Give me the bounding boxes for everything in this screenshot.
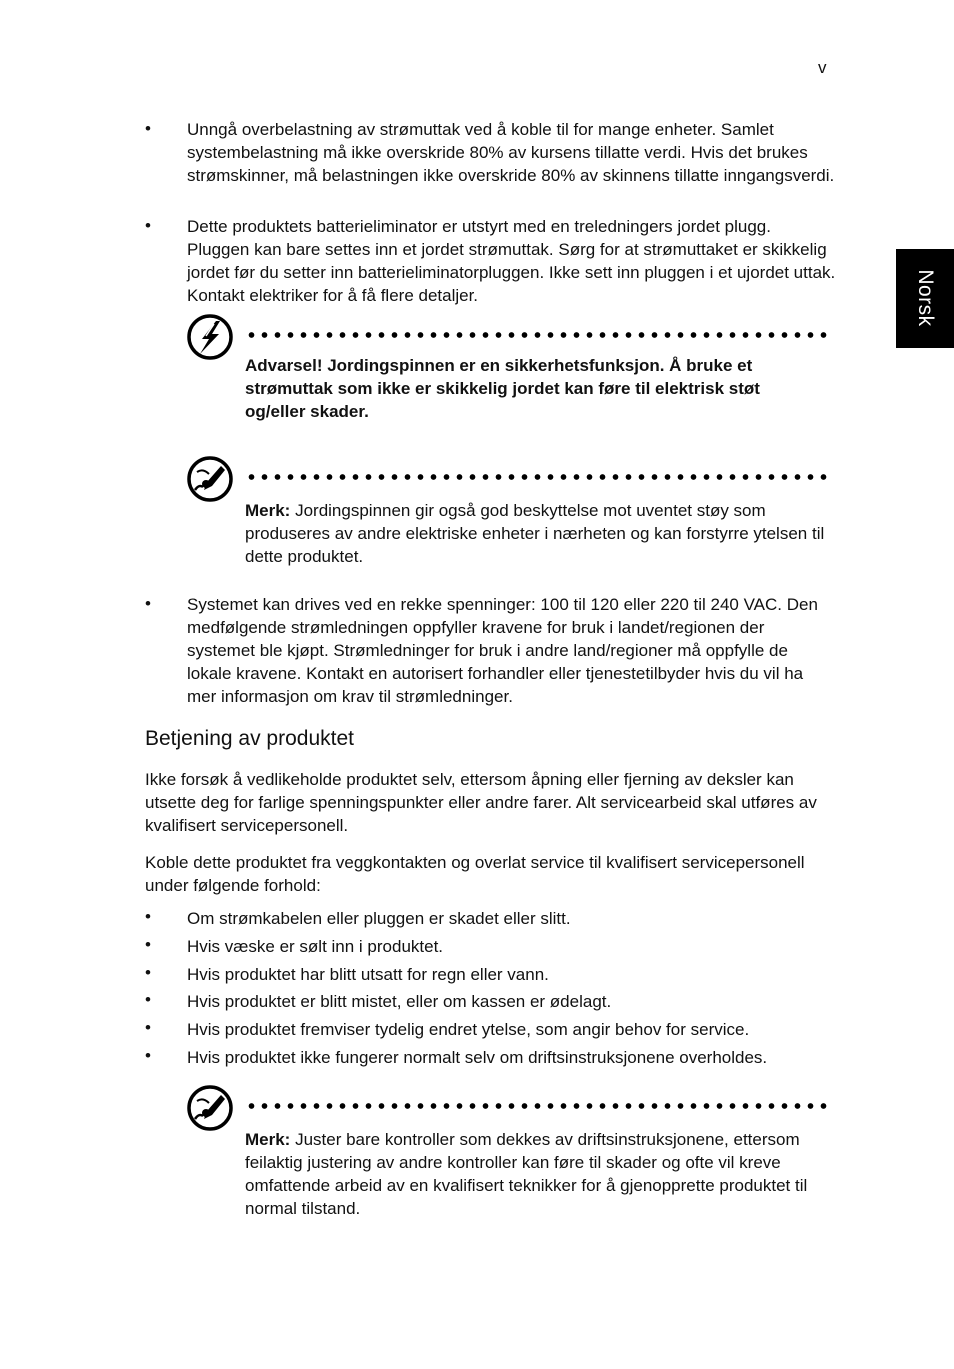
bullet-text-grounded-plug: Dette produktets batterieliminator er utstyrt med en treledningers jordet plugg. Pluggen kan bare settes inn et jordet strømuttak. Sørg for at strømuttaket er skikkelig jordet før du setter inn batterieliminatorpluggen. Ikke sett inn pluggen i et ujordet uttak. Kontakt elektriker for å få flere detaljer. [187,217,836,305]
warning-divider [245,332,831,338]
paragraph-service: Ikke forsøk å vedlikeholde produktet selv, ettersom åpning eller fjerning av deksler kan utsette deg for farlige spenningspunkter eller andre farer. Alt servicearbeid skal utføres av kvalifisert servicepersonell. [145,770,817,835]
bullet-marker: • [145,1018,151,1037]
language-tab-label: Norsk [914,269,937,327]
condition-item: Hvis produktet fremviser tydelig endret ytelse, som angir behov for service. [187,1020,750,1039]
condition-item: Hvis produktet ikke fungerer normalt selv om driftsinstruksjonene overholdes. [187,1048,768,1067]
paragraph-disconnect: Koble dette produktet fra veggkontakten og overlat service til kvalifisert servicepersonell under følgende forhold: [145,853,805,895]
condition-item: Om strømkabelen eller pluggen er skadet eller slitt. [187,909,571,928]
note-label: Merk: [245,501,291,520]
section-heading: Betjening av produktet [145,727,354,750]
language-tab [896,249,954,348]
condition-item: Hvis produktet er blitt mistet, eller om kassen er ødelagt. [187,992,612,1011]
note-body: Juster bare kontroller som dekkes av driftsinstruksjonene, ettersom feilaktig justering av andre kontroller kan føre til skader og ofte vil kreve omfattende arbeid av en kvalifisert teknikker for å gjenopprette produktet til normal tilstand. [245,1130,808,1218]
note-text-controls [245,1128,825,1220]
bullet-marker: • [145,990,151,1009]
bullet-text-overload: Unngå overbelastning av strømuttak ved å koble til for mange enheter. Samlet systembelastning må ikke overskride 80% av kursens tillatte verdi. Hvis det brukes strømskinner, må belastningen ikke overskride 80% av skinnens tillatte inngangsverdi. [187,120,835,185]
bullet-text-voltage: Systemet kan drives ved en rekke spenninger: 100 til 120 eller 220 til 240 VAC. Den medfølgende strømledningen oppfyller kravene for bruk i landet/regionen der systemet ble kjøpt. Strømledninger for bruk i andre land/regioner må oppfylle de lokale kravene. Kontakt en autorisert forhandler eller tjenestetilbyder hvis du vil ha mer informasjon om krav til strømledninger. [187,595,818,706]
note-pen-icon [185,1083,235,1133]
bullet-marker: • [145,119,151,138]
note-label: Merk: [245,1130,291,1149]
bullet-marker: • [145,1046,151,1065]
bullet-marker: • [145,216,151,235]
note-text-grounding [245,499,825,568]
note-divider [245,1103,831,1109]
bullet-marker: • [145,594,151,613]
note-divider [245,474,831,480]
note-pen-icon [185,454,235,504]
bullet-marker: • [145,907,151,926]
bullet-marker: • [145,963,151,982]
page-number: v [818,58,827,77]
warning-text: Advarsel! Jordingspinnen er en sikkerhetsfunksjon. Å bruke et strømuttak som ikke er skikkelig jordet kan føre til elektrisk støt og/eller skader. [245,356,760,421]
warning-lightning-icon [185,312,235,362]
bullet-marker: • [145,935,151,954]
condition-item: Hvis væske er sølt inn i produktet. [187,937,444,956]
note-body: Jordingspinnen gir også god beskyttelse mot uventet støy som produseres av andre elektriske enheter i nærheten og kan forstyrre ytelsen til dette produktet. [245,501,825,566]
condition-item: Hvis produktet har blitt utsatt for regn eller vann. [187,965,549,984]
